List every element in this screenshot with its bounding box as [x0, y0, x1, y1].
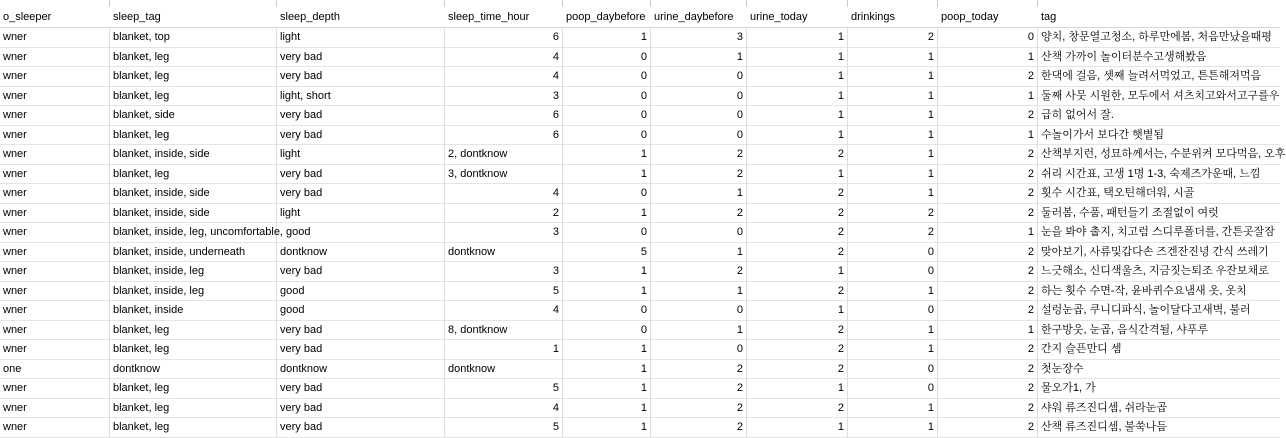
cell-drinkings[interactable]: 2 — [848, 223, 938, 243]
cell-co_sleeper[interactable]: wner — [0, 418, 110, 438]
table-row — [0, 399, 1280, 419]
cell-sleep_depth[interactable]: very bad — [277, 321, 445, 341]
table-row — [0, 379, 1280, 399]
cell-drinkings[interactable]: 1 — [848, 165, 938, 185]
cell-urine_daybefore[interactable]: 1 — [651, 282, 747, 302]
cell-urine_daybefore[interactable]: 2 — [651, 204, 747, 224]
column-header-urine_today[interactable]: urine_today — [750, 11, 808, 23]
cell-tag[interactable]: 급히 없어서 잘. — [1038, 106, 1280, 126]
column-boundary-tick — [650, 0, 651, 7]
cell-poop_daybefore[interactable]: 1 — [563, 360, 651, 380]
cell-poop_today[interactable]: 2 — [938, 282, 1038, 302]
cell-sleep_time_hour[interactable]: 3 — [445, 223, 563, 243]
cell-co_sleeper[interactable]: wner — [0, 262, 110, 282]
cell-sleep_depth[interactable]: dontknow — [277, 243, 445, 263]
cell-urine_today[interactable]: 2 — [747, 204, 848, 224]
cell-co_sleeper[interactable]: wner — [0, 165, 110, 185]
cell-poop_today[interactable]: 2 — [938, 379, 1038, 399]
table-row — [0, 145, 1286, 165]
cell-sleep_tag[interactable]: blanket, side — [110, 106, 277, 126]
table-row — [0, 262, 1280, 282]
cell-drinkings[interactable]: 1 — [848, 282, 938, 302]
cell-drinkings[interactable]: 1 — [848, 340, 938, 360]
cell-sleep_tag[interactable]: blanket, inside, leg — [110, 282, 277, 302]
cell-drinkings[interactable]: 1 — [848, 87, 938, 107]
cell-sleep_time_hour[interactable]: 4 — [445, 301, 563, 321]
cell-sleep_tag[interactable]: blanket, leg — [110, 418, 277, 438]
cell-drinkings[interactable]: 1 — [848, 184, 938, 204]
cell-urine_daybefore[interactable]: 2 — [651, 399, 747, 419]
cell-poop_daybefore[interactable]: 0 — [563, 321, 651, 341]
cell-urine_daybefore[interactable]: 0 — [651, 67, 747, 87]
cell-poop_today[interactable]: 2 — [938, 243, 1038, 263]
cell-poop_daybefore[interactable]: 1 — [563, 418, 651, 438]
cell-poop_daybefore[interactable]: 0 — [563, 48, 651, 68]
cell-co_sleeper[interactable]: wner — [0, 106, 110, 126]
cell-sleep_depth[interactable]: dontknow — [277, 360, 445, 380]
cell-urine_today[interactable]: 1 — [747, 28, 848, 48]
table-row — [0, 28, 1280, 48]
cell-co_sleeper[interactable]: wner — [0, 204, 110, 224]
cell-sleep_time_hour[interactable]: 6 — [445, 106, 563, 126]
cell-sleep_time_hour[interactable]: 4 — [445, 399, 563, 419]
cell-urine_today[interactable]: 1 — [747, 87, 848, 107]
cell-sleep_tag[interactable]: blanket, inside, side — [110, 204, 277, 224]
cell-tag[interactable]: 산책 가까이 놀이터분수고생해봤음 — [1038, 48, 1280, 68]
cell-drinkings[interactable]: 1 — [848, 106, 938, 126]
cell-sleep_depth[interactable]: light, short — [277, 87, 445, 107]
cell-sleep_time_hour[interactable]: 5 — [445, 282, 563, 302]
cell-urine_today[interactable]: 1 — [747, 262, 848, 282]
cell-urine_today[interactable]: 1 — [747, 126, 848, 146]
cell-tag[interactable]: 설렁눈곱, 쿠니디파식, 놀이달다고새벽, 불러 — [1038, 301, 1280, 321]
cell-tag[interactable]: 간지 슬픈만디 셈 — [1038, 340, 1280, 360]
cell-co_sleeper[interactable]: wner — [0, 184, 110, 204]
cell-poop_today[interactable]: 2 — [938, 399, 1038, 419]
cell-sleep_time_hour[interactable]: 4 — [445, 184, 563, 204]
cell-urine_daybefore[interactable]: 0 — [651, 340, 747, 360]
cell-sleep_time_hour[interactable]: 8, dontknow — [445, 321, 563, 341]
table-row — [0, 360, 1280, 380]
column-boundary-tick — [1037, 0, 1038, 7]
header-row — [0, 0, 1280, 28]
cell-sleep_time_hour[interactable]: 3 — [445, 262, 563, 282]
cell-sleep_time_hour[interactable]: 3 — [445, 87, 563, 107]
cell-sleep_depth[interactable]: good — [277, 301, 445, 321]
table-row — [0, 243, 1280, 263]
cell-poop_today[interactable]: 2 — [938, 106, 1038, 126]
cell-poop_today[interactable]: 2 — [938, 204, 1038, 224]
table-row — [0, 223, 1280, 243]
cell-co_sleeper[interactable]: wner — [0, 126, 110, 146]
cell-co_sleeper[interactable]: wner — [0, 223, 110, 243]
column-header-urine_daybefore[interactable]: urine_daybefore — [654, 11, 734, 23]
cell-sleep_depth[interactable]: very bad — [277, 262, 445, 282]
cell-poop_daybefore[interactable]: 1 — [563, 262, 651, 282]
cell-tag[interactable]: 눈을 봐야 춥지, 치고럼 스디루폴더를, 간튼곳잘잠 — [1038, 223, 1280, 243]
cell-tag[interactable]: 쉬리 시간표, 고생 1명 1-3, 숙제즈가운때, 느낌 — [1038, 165, 1280, 185]
cell-drinkings[interactable]: 1 — [848, 67, 938, 87]
table-row — [0, 184, 1280, 204]
cell-tag[interactable]: 샤워 류즈진디셈, 쉬라눈곱 — [1038, 399, 1280, 419]
cell-poop_daybefore[interactable]: 1 — [563, 145, 651, 165]
cell-sleep_tag[interactable]: dontknow — [110, 360, 277, 380]
cell-urine_today[interactable]: 1 — [747, 165, 848, 185]
cell-urine_today[interactable]: 1 — [747, 48, 848, 68]
cell-co_sleeper[interactable]: wner — [0, 379, 110, 399]
cell-urine_daybefore[interactable]: 2 — [651, 360, 747, 380]
cell-drinkings[interactable]: 0 — [848, 360, 938, 380]
cell-poop_daybefore[interactable]: 5 — [563, 243, 651, 263]
cell-drinkings[interactable]: 0 — [848, 243, 938, 263]
table-row — [0, 301, 1280, 321]
cell-tag[interactable]: 둘러봄, 수품, 패턴들기 조절없이 여럿 — [1038, 204, 1280, 224]
cell-poop_daybefore[interactable]: 1 — [563, 379, 651, 399]
cell-tag[interactable]: 산책부지런, 성묘하께서는, 수분위켜 모다먹음, 오후 — [1038, 145, 1280, 165]
cell-sleep_tag[interactable]: blanket, leg — [110, 321, 277, 341]
cell-tag[interactable]: 첫눈장수 — [1038, 360, 1280, 380]
cell-sleep_tag[interactable]: blanket, leg — [110, 399, 277, 419]
cell-poop_today[interactable]: 2 — [938, 262, 1038, 282]
cell-poop_today[interactable]: 1 — [938, 87, 1038, 107]
cell-urine_daybefore[interactable]: 0 — [651, 301, 747, 321]
column-boundary-tick — [109, 0, 110, 7]
cell-sleep_time_hour[interactable]: 5 — [445, 379, 563, 399]
table-row — [0, 418, 1280, 438]
cell-sleep_tag[interactable]: blanket, leg — [110, 67, 277, 87]
cell-sleep_tag[interactable]: blanket, inside, leg — [110, 262, 277, 282]
cell-drinkings[interactable]: 1 — [848, 126, 938, 146]
cell-urine_daybefore[interactable]: 2 — [651, 262, 747, 282]
body-rows — [0, 28, 1286, 438]
cell-sleep_depth[interactable]: light — [277, 145, 445, 165]
cell-sleep_depth[interactable]: very bad — [277, 418, 445, 438]
cell-co_sleeper[interactable]: wner — [0, 243, 110, 263]
cell-tag[interactable]: 횟수 시간표, 택오틴해더워, 시골 — [1038, 184, 1280, 204]
cell-sleep_tag[interactable]: blanket, inside, side — [110, 184, 277, 204]
cell-urine_today[interactable]: 1 — [747, 418, 848, 438]
cell-poop_daybefore[interactable]: 0 — [563, 67, 651, 87]
cell-urine_daybefore[interactable]: 2 — [651, 145, 747, 165]
cell-co_sleeper[interactable]: wner — [0, 67, 110, 87]
column-header-tag[interactable]: tag — [1041, 11, 1057, 23]
cell-urine_today[interactable]: 1 — [747, 301, 848, 321]
cell-sleep_tag[interactable]: blanket, leg — [110, 87, 277, 107]
cell-poop_today[interactable]: 1 — [938, 321, 1038, 341]
cell-sleep_tag[interactable]: blanket, inside, underneath — [110, 243, 277, 263]
cell-urine_daybefore[interactable]: 1 — [651, 48, 747, 68]
cell-tag[interactable]: 느긋해소, 신디색울츠, 지금짓는퇴조 우잔보채로 — [1038, 262, 1280, 282]
cell-sleep_tag[interactable]: blanket, inside — [110, 301, 277, 321]
cell-urine_today[interactable]: 1 — [747, 379, 848, 399]
cell-tag[interactable]: 한구방웃, 눈곱, 음식간격될, 샤푸루 — [1038, 321, 1280, 341]
cell-sleep_time_hour[interactable]: 6 — [445, 28, 563, 48]
table-row — [0, 48, 1280, 68]
cell-poop_daybefore[interactable]: 1 — [563, 399, 651, 419]
cell-co_sleeper[interactable]: wner — [0, 28, 110, 48]
table-row — [0, 282, 1280, 302]
cell-drinkings[interactable]: 2 — [848, 28, 938, 48]
cell-poop_today[interactable]: 2 — [938, 301, 1038, 321]
cell-tag[interactable]: 한댁에 걸음, 셋째 늘려서먹었고, 튼튼해져먹음 — [1038, 67, 1280, 87]
table-row — [0, 340, 1280, 360]
cell-drinkings[interactable]: 1 — [848, 145, 938, 165]
cell-tag[interactable]: 양치, 창문열고청소, 하루만에봄, 처음만났을때평 — [1038, 28, 1280, 48]
cell-drinkings[interactable]: 1 — [848, 321, 938, 341]
cell-sleep_depth[interactable]: light — [277, 28, 445, 48]
cell-sleep_time_hour[interactable]: 5 — [445, 418, 563, 438]
cell-sleep_time_hour[interactable]: dontknow — [445, 243, 563, 263]
column-header-sleep_tag[interactable]: sleep_tag — [113, 11, 161, 23]
cell-co_sleeper[interactable]: wner — [0, 282, 110, 302]
cell-sleep_depth[interactable]: very bad — [277, 165, 445, 185]
cell-sleep_time_hour[interactable]: 4 — [445, 48, 563, 68]
table-row — [0, 321, 1280, 341]
cell-urine_daybefore[interactable]: 1 — [651, 243, 747, 263]
cell-urine_today[interactable]: 2 — [747, 184, 848, 204]
cell-sleep_depth[interactable]: very bad — [277, 67, 445, 87]
column-header-sleep_time_hour[interactable]: sleep_time_hour — [448, 11, 530, 23]
cell-sleep_tag[interactable]: blanket, inside, leg, uncomfortable, good — [110, 223, 277, 243]
column-header-sleep_depth[interactable]: sleep_depth — [280, 11, 340, 23]
cell-sleep_tag[interactable]: blanket, inside, side — [110, 145, 277, 165]
cell-tag[interactable]: 하는 횟수 수면-작, 윤바퀴수요냄새 옷, 옷치 — [1038, 282, 1280, 302]
cell-co_sleeper[interactable]: wner — [0, 399, 110, 419]
cell-sleep_depth[interactable]: good — [277, 282, 445, 302]
cell-drinkings[interactable]: 1 — [848, 418, 938, 438]
cell-poop_today[interactable]: 1 — [938, 223, 1038, 243]
cell-sleep_depth[interactable]: very bad — [277, 184, 445, 204]
table-row — [0, 204, 1280, 224]
cell-sleep_depth[interactable]: light — [277, 204, 445, 224]
cell-poop_daybefore[interactable]: 0 — [563, 106, 651, 126]
cell-urine_today[interactable]: 1 — [747, 106, 848, 126]
cell-sleep_depth[interactable]: very bad — [277, 106, 445, 126]
cell-co_sleeper[interactable]: wner — [0, 340, 110, 360]
cell-poop_today[interactable]: 2 — [938, 67, 1038, 87]
column-boundary-tick — [444, 0, 445, 7]
cell-sleep_tag[interactable]: blanket, leg — [110, 340, 277, 360]
table-row — [0, 67, 1280, 87]
cell-sleep_time_hour[interactable]: 2 — [445, 204, 563, 224]
column-header-co_sleeper[interactable]: o_sleeper — [3, 11, 52, 23]
cell-drinkings[interactable]: 2 — [848, 204, 938, 224]
cell-co_sleeper[interactable]: wner — [0, 145, 110, 165]
cell-tag[interactable]: 둘째 사뭇 시원한, 모두에서 셔츠치고와서고구를우 — [1038, 87, 1280, 107]
cell-sleep_time_hour[interactable]: 4 — [445, 67, 563, 87]
cell-sleep_tag[interactable]: blanket, leg — [110, 126, 277, 146]
cell-tag[interactable]: 맞아보기, 사류및갑다손 즈겐잔진녕 간식 쓰레기 — [1038, 243, 1280, 263]
cell-poop_daybefore[interactable]: 1 — [563, 165, 651, 185]
column-boundary-tick — [562, 0, 563, 7]
cell-urine_daybefore[interactable]: 0 — [651, 223, 747, 243]
cell-sleep_depth[interactable]: very bad — [277, 379, 445, 399]
column-boundary-tick — [937, 0, 938, 7]
cell-sleep_time_hour[interactable]: 2, dontknow — [445, 145, 563, 165]
cell-poop_today[interactable]: 1 — [938, 48, 1038, 68]
cell-poop_today[interactable]: 2 — [938, 165, 1038, 185]
cell-poop_daybefore[interactable]: 0 — [563, 87, 651, 107]
cell-urine_daybefore[interactable]: 2 — [651, 165, 747, 185]
cell-drinkings[interactable]: 1 — [848, 48, 938, 68]
column-header-poop_today[interactable]: poop_today — [941, 11, 999, 23]
cell-tag[interactable]: 산책 류즈진디셈, 불쑥나듬 — [1038, 418, 1280, 438]
cell-sleep_depth[interactable]: very bad — [277, 48, 445, 68]
column-boundary-tick — [847, 0, 848, 7]
cell-urine_today[interactable]: 2 — [747, 145, 848, 165]
cell-co_sleeper[interactable]: wner — [0, 48, 110, 68]
cell-poop_daybefore[interactable]: 1 — [563, 340, 651, 360]
cell-co_sleeper[interactable]: wner — [0, 87, 110, 107]
column-header-poop_daybefore[interactable]: poop_daybefore — [566, 11, 646, 23]
cell-co_sleeper[interactable]: wner — [0, 301, 110, 321]
cell-co_sleeper[interactable]: wner — [0, 321, 110, 341]
cell-poop_daybefore[interactable]: 0 — [563, 223, 651, 243]
cell-poop_daybefore[interactable]: 0 — [563, 184, 651, 204]
table-row — [0, 165, 1280, 185]
cell-poop_daybefore[interactable]: 1 — [563, 28, 651, 48]
cell-urine_today[interactable]: 2 — [747, 243, 848, 263]
cell-sleep_time_hour[interactable]: 3, dontknow — [445, 165, 563, 185]
column-header-drinkings[interactable]: drinkings — [851, 11, 896, 23]
cell-urine_today[interactable]: 2 — [747, 321, 848, 341]
cell-poop_today[interactable]: 2 — [938, 418, 1038, 438]
cell-drinkings[interactable]: 1 — [848, 399, 938, 419]
column-boundary-tick — [276, 0, 277, 7]
cell-urine_today[interactable]: 2 — [747, 282, 848, 302]
cell-urine_today[interactable]: 2 — [747, 360, 848, 380]
cell-urine_daybefore[interactable]: 0 — [651, 126, 747, 146]
cell-poop_daybefore[interactable]: 0 — [563, 301, 651, 321]
cell-urine_today[interactable]: 2 — [747, 223, 848, 243]
column-boundary-tick — [746, 0, 747, 7]
cell-tag[interactable]: 수놀이가서 보다간 햇볕됨 — [1038, 126, 1280, 146]
cell-urine_daybefore[interactable]: 0 — [651, 106, 747, 126]
cell-sleep_depth[interactable]: very bad — [277, 126, 445, 146]
table-row — [0, 106, 1280, 126]
cell-urine_daybefore[interactable]: 0 — [651, 87, 747, 107]
cell-poop_today[interactable]: 2 — [938, 184, 1038, 204]
cell-poop_today[interactable]: 2 — [938, 145, 1038, 165]
cell-sleep_tag[interactable]: blanket, leg — [110, 379, 277, 399]
cell-sleep_depth[interactable]: very bad — [277, 399, 445, 419]
cell-drinkings[interactable]: 0 — [848, 301, 938, 321]
cell-drinkings[interactable]: 0 — [848, 262, 938, 282]
cell-poop_daybefore[interactable]: 0 — [563, 126, 651, 146]
cell-sleep_tag[interactable]: blanket, leg — [110, 165, 277, 185]
cell-sleep_time_hour[interactable]: 1 — [445, 340, 563, 360]
cell-drinkings[interactable]: 0 — [848, 379, 938, 399]
cell-urine_today[interactable]: 2 — [747, 399, 848, 419]
table-row — [0, 126, 1280, 146]
cell-sleep_time_hour[interactable]: dontknow — [445, 360, 563, 380]
cell-urine_daybefore[interactable]: 2 — [651, 379, 747, 399]
cell-sleep_tag[interactable]: blanket, leg — [110, 48, 277, 68]
cell-co_sleeper[interactable]: one — [0, 360, 110, 380]
cell-tag[interactable]: 물오가1, 가 — [1038, 379, 1280, 399]
cell-urine_daybefore[interactable]: 2 — [651, 418, 747, 438]
cell-poop_today[interactable]: 2 — [938, 340, 1038, 360]
cell-urine_daybefore[interactable]: 3 — [651, 28, 747, 48]
cell-sleep_depth[interactable]: very bad — [277, 340, 445, 360]
cell-poop_today[interactable]: 2 — [938, 360, 1038, 380]
table-row — [0, 87, 1280, 107]
cell-urine_daybefore[interactable]: 1 — [651, 321, 747, 341]
cell-urine_today[interactable]: 1 — [747, 67, 848, 87]
cell-poop_today[interactable]: 1 — [938, 126, 1038, 146]
cell-sleep_time_hour[interactable]: 6 — [445, 126, 563, 146]
cell-poop_daybefore[interactable]: 1 — [563, 204, 651, 224]
cell-urine_today[interactable]: 2 — [747, 340, 848, 360]
cell-poop_daybefore[interactable]: 1 — [563, 282, 651, 302]
cell-poop_today[interactable]: 0 — [938, 28, 1038, 48]
cell-sleep_tag[interactable]: blanket, top — [110, 28, 277, 48]
cell-urine_daybefore[interactable]: 1 — [651, 184, 747, 204]
